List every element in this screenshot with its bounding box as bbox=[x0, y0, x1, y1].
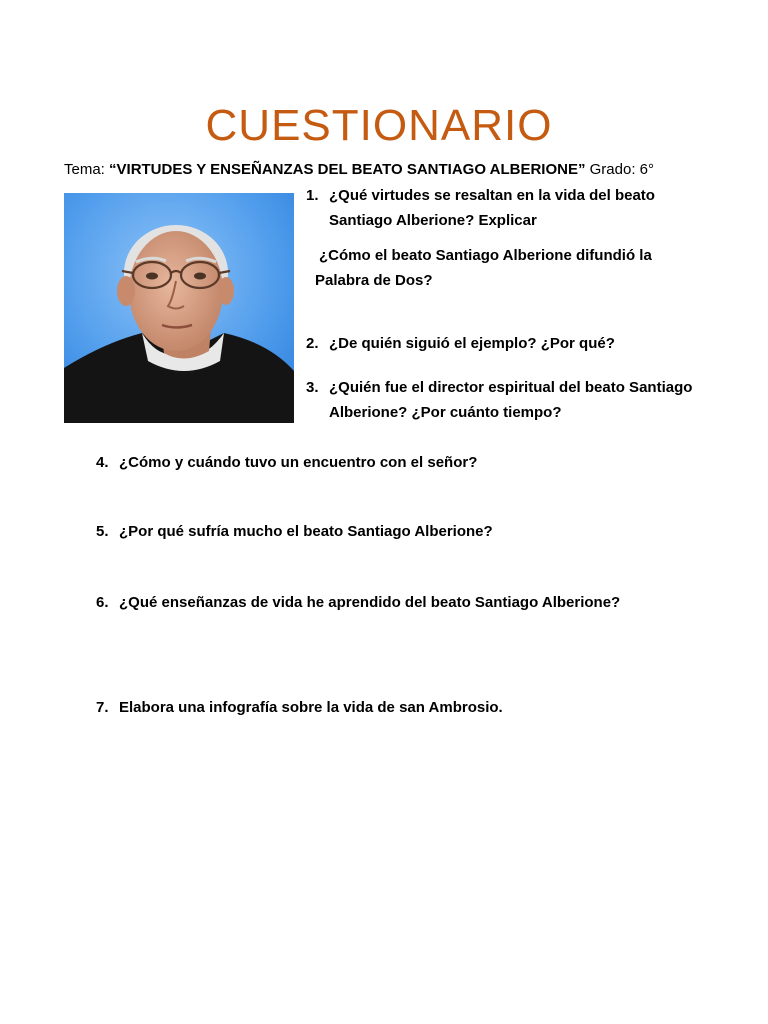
grado-label: Grado: 6° bbox=[585, 161, 655, 178]
question-number: 4. bbox=[96, 454, 109, 471]
question-text: ¿Cómo y cuándo tuvo un encuentro con el señor? bbox=[119, 454, 478, 471]
question-number: 5. bbox=[96, 523, 109, 540]
question-1 bbox=[306, 183, 706, 233]
portrait-image bbox=[64, 193, 294, 423]
tema-line bbox=[64, 161, 654, 178]
question-text: ¿Quién fue el director espiritual del beato Santiago Alberione? ¿Por cuánto tiempo? bbox=[329, 379, 693, 421]
question-text: ¿Qué virtudes se resaltan en la vida del beato Santiago Alberione? Explicar bbox=[329, 187, 655, 229]
question-number: 3. bbox=[306, 379, 319, 396]
question-number: 2. bbox=[306, 335, 319, 352]
question-text: Elabora una infografía sobre la vida de san Ambrosio. bbox=[119, 699, 503, 716]
tema-title: “VIRTUDES Y ENSEÑANZAS DEL BEATO SANTIAGO ALBERIONE” bbox=[109, 161, 586, 178]
question-number: 1. bbox=[306, 187, 319, 204]
question-6 bbox=[96, 590, 736, 615]
question-text: ¿Por qué sufría mucho el beato Santiago Alberione? bbox=[119, 523, 493, 540]
document-title: CUESTIONARIO bbox=[205, 101, 553, 151]
question-4 bbox=[96, 450, 736, 475]
question-text: ¿Qué enseñanzas de vida he aprendido del beato Santiago Alberione? bbox=[119, 594, 621, 611]
tema-label: Tema: bbox=[64, 161, 110, 178]
question-text: ¿De quién siguió el ejemplo? ¿Por qué? bbox=[329, 335, 615, 352]
question-number: 7. bbox=[96, 699, 109, 716]
question-5 bbox=[96, 519, 736, 544]
question-1-subquestion: ¿Cómo el beato Santiago Alberione difundió la Palabra de Dos? bbox=[315, 247, 652, 289]
question-3 bbox=[306, 375, 706, 425]
question-7 bbox=[96, 695, 736, 720]
question-number: 6. bbox=[96, 594, 109, 611]
question-2 bbox=[306, 331, 726, 356]
